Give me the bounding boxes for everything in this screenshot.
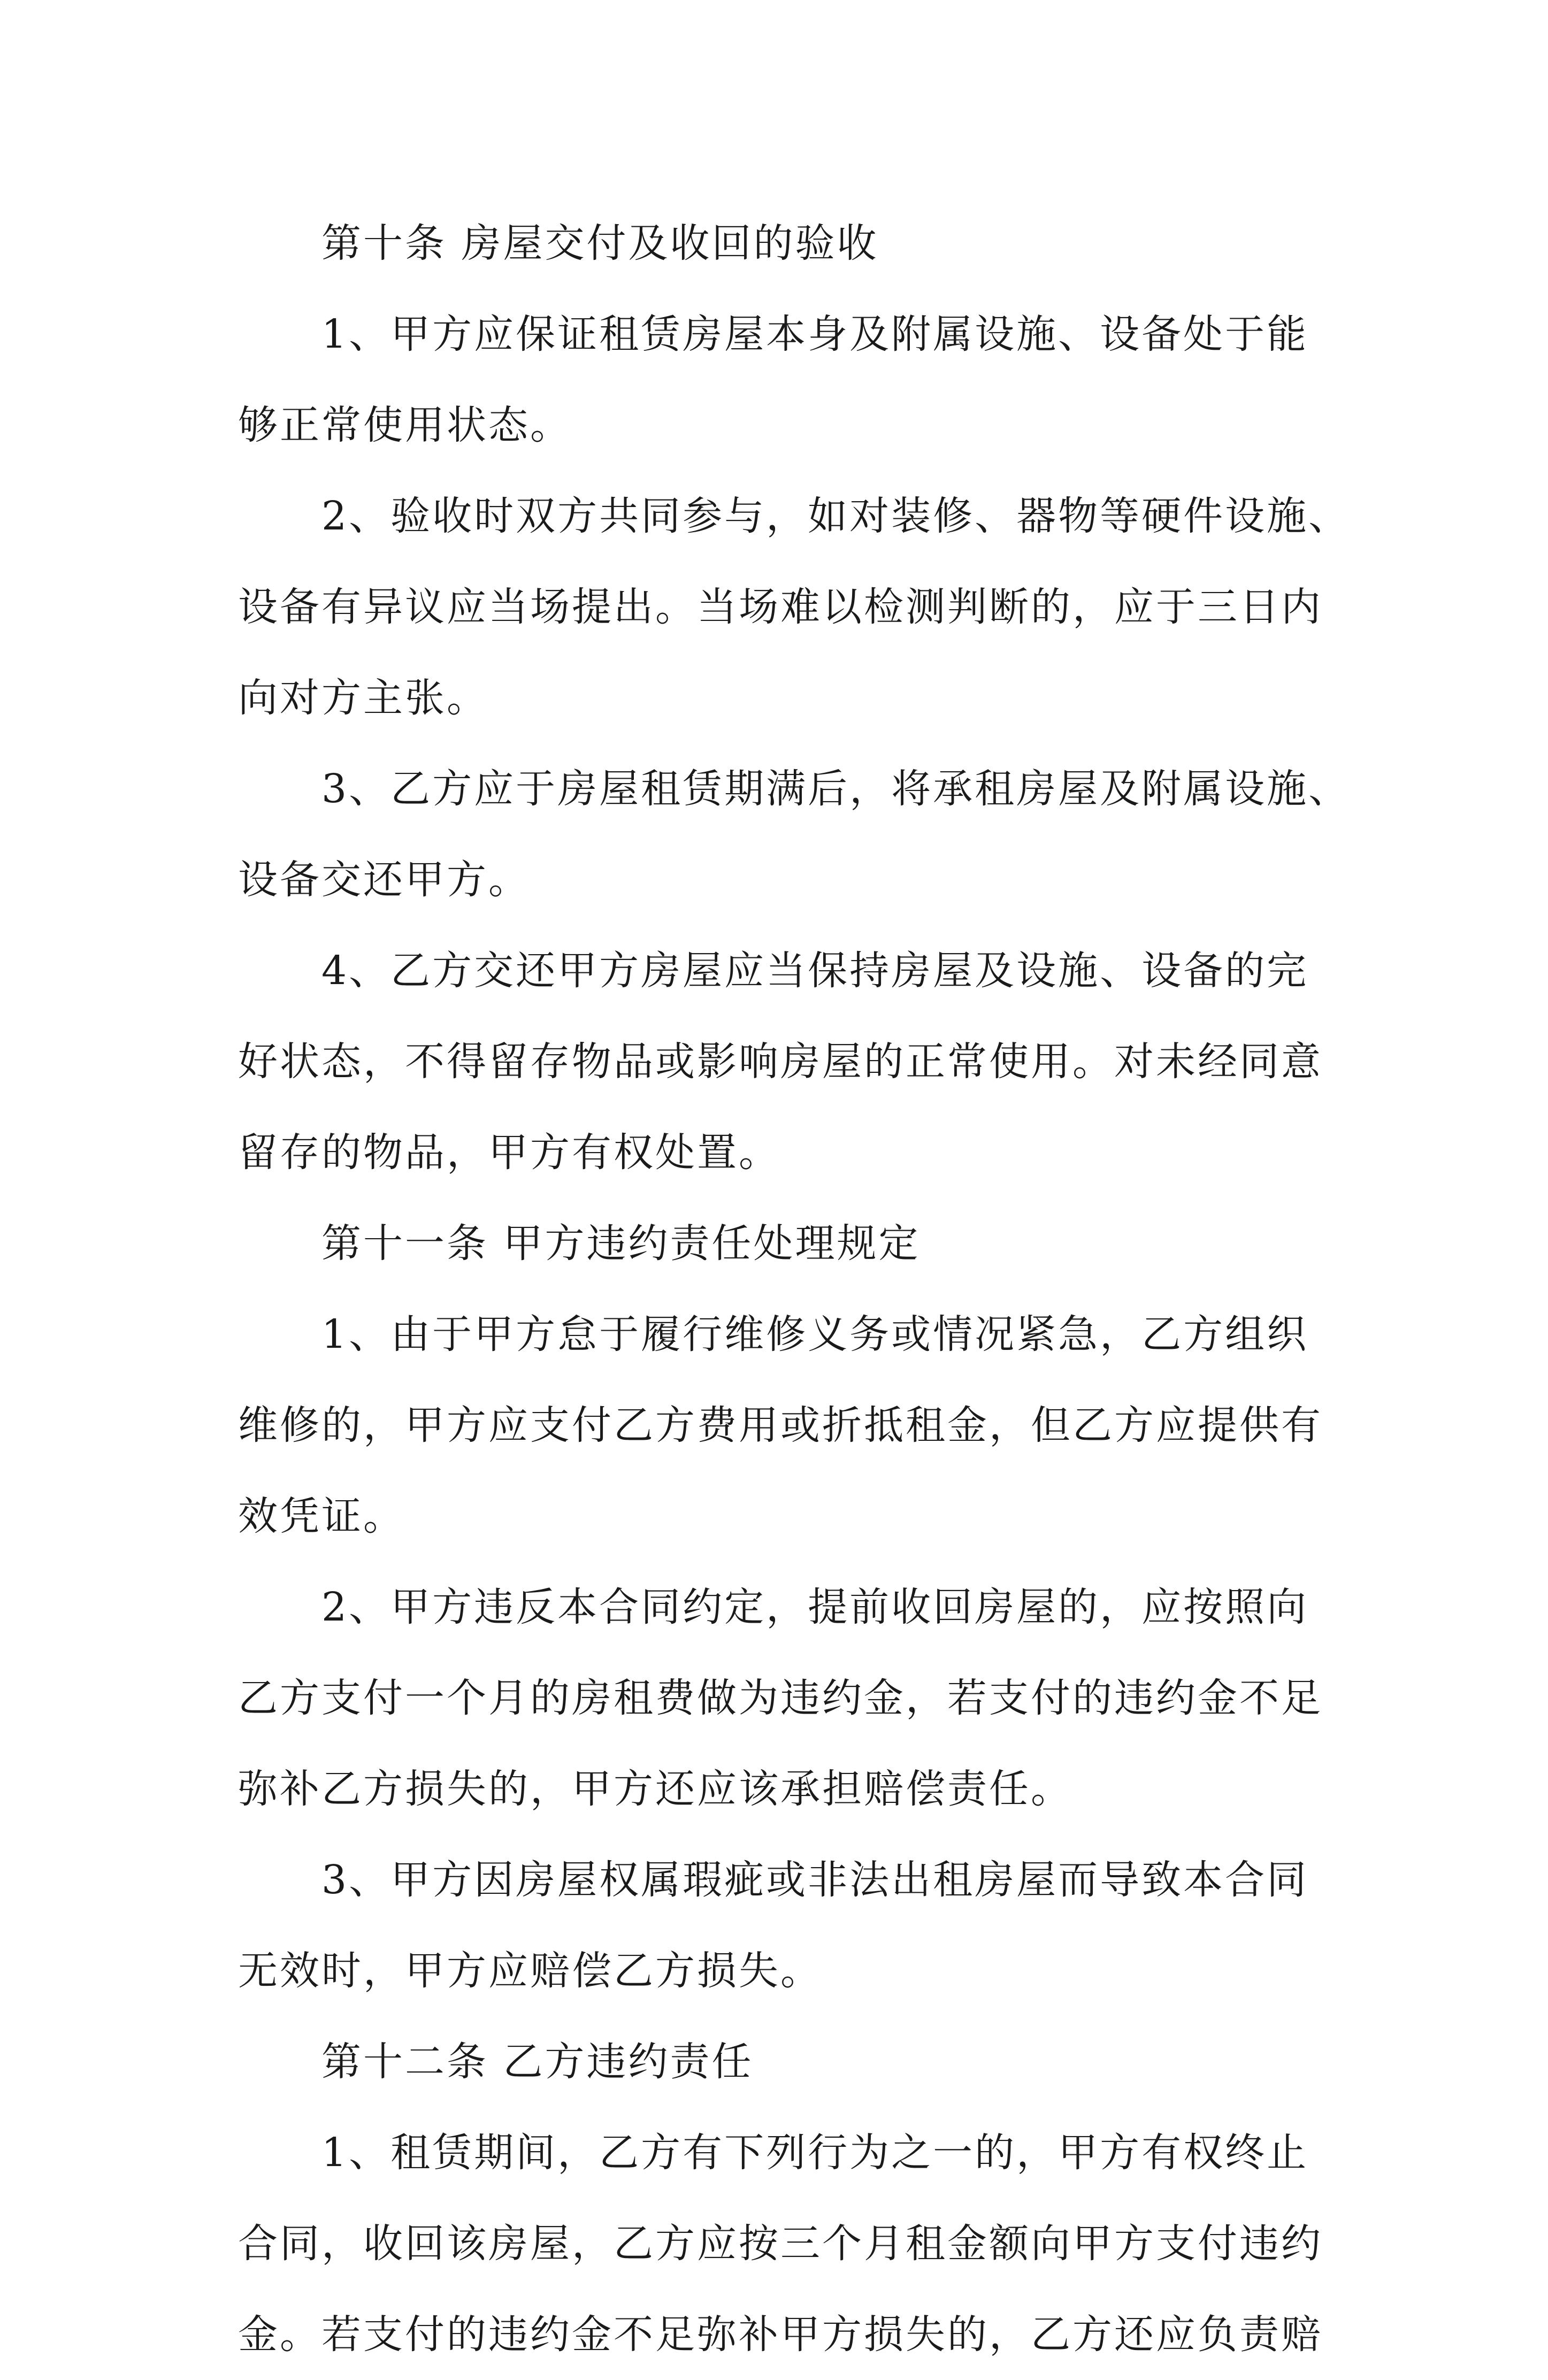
text-line: 3、甲方因房屋权属瑕疵或非法出租房屋而导致本合同 bbox=[321, 1857, 1309, 1903]
text-line: 2、甲方违反本合同约定，提前收回房屋的，应按照向 bbox=[321, 1584, 1309, 1630]
article-12-heading: 第十二条 乙方违约责任 bbox=[321, 2039, 754, 2085]
text-line: 1、租赁期间，乙方有下列行为之一的，甲方有权终止 bbox=[321, 2130, 1309, 2176]
text-line: 2、验收时双方共同参与，如对装修、器物等硬件设施、 bbox=[321, 493, 1351, 539]
article-10-heading: 第十条 房屋交付及收回的验收 bbox=[321, 220, 879, 266]
text-line: 向对方主张。 bbox=[238, 675, 488, 721]
text-line: 好状态，不得留存物品或影响房屋的正常使用。对未经同意 bbox=[238, 1039, 1323, 1085]
text-line: 1、由于甲方怠于履行维修义务或情况紧急，乙方组织 bbox=[321, 1311, 1309, 1357]
text-line: 金。若支付的违约金不足弥补甲方损失的，乙方还应负责赔 bbox=[238, 2312, 1323, 2358]
text-line: 弥补乙方损失的，甲方还应该承担赔偿责任。 bbox=[238, 1766, 1072, 1812]
text-line: 维修的，甲方应支付乙方费用或折抵租金，但乙方应提供有 bbox=[238, 1402, 1323, 1448]
document-body bbox=[238, 198, 1351, 2380]
text-line: 够正常使用状态。 bbox=[238, 402, 572, 448]
text-line: 3、乙方应于房屋租赁期满后，将承租房屋及附属设施、 bbox=[321, 766, 1351, 812]
text-line: 4、乙方交还甲方房屋应当保持房屋及设施、设备的完 bbox=[321, 948, 1309, 994]
text-line: 无效时，甲方应赔偿乙方损失。 bbox=[238, 1948, 822, 1994]
text-line: 设备有异议应当场提出。当场难以检测判断的，应于三日内 bbox=[238, 584, 1323, 630]
text-line: 设备交还甲方。 bbox=[238, 857, 530, 903]
text-line: 乙方支付一个月的房租费做为违约金，若支付的违约金不足 bbox=[238, 1675, 1323, 1721]
article-11-heading: 第十一条 甲方违约责任处理规定 bbox=[321, 1220, 921, 1266]
text-line: 效凭证。 bbox=[238, 1493, 405, 1539]
text-line: 合同，收回该房屋，乙方应按三个月租金额向甲方支付违约 bbox=[238, 2221, 1323, 2267]
text-line: 1、甲方应保证租赁房屋本身及附属设施、设备处于能 bbox=[321, 311, 1309, 357]
text-line: 留存的物品，甲方有权处置。 bbox=[238, 1130, 780, 1176]
